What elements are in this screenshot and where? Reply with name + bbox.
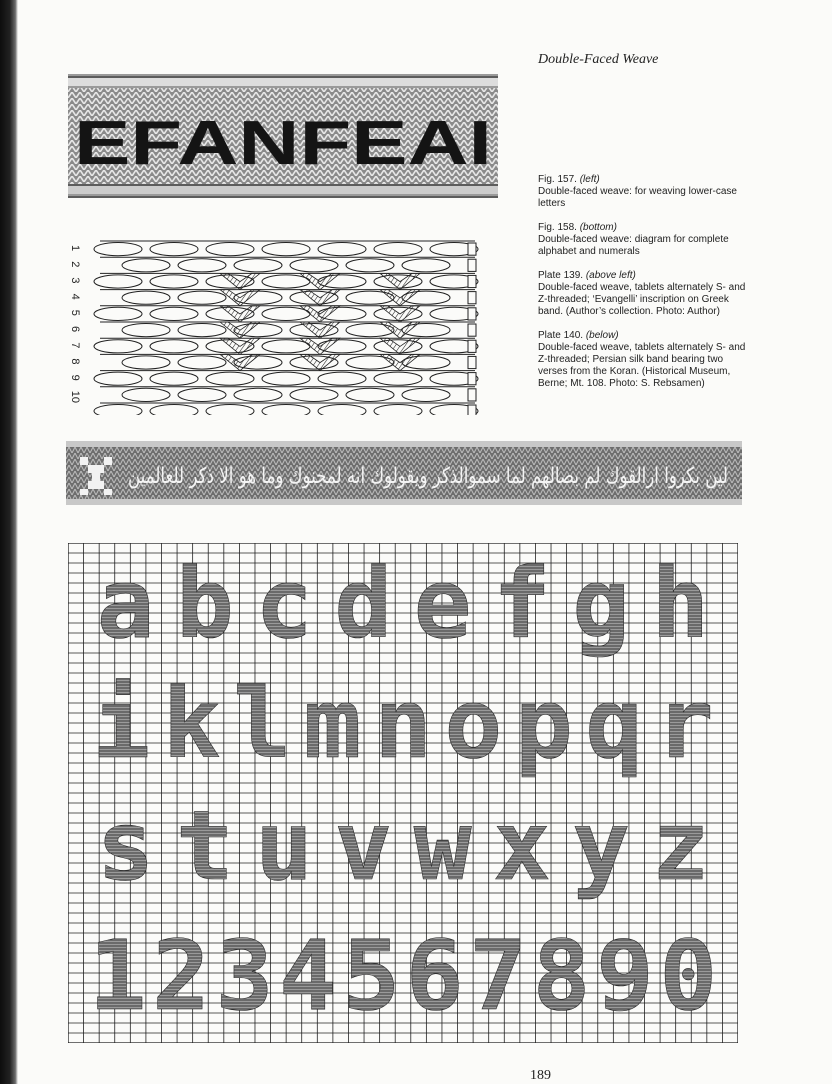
tablet-end — [468, 243, 476, 255]
tablet-lens — [150, 405, 198, 416]
alphabet-glyph: s — [96, 790, 155, 902]
tablet-lens — [346, 388, 394, 401]
tablet-lens — [262, 372, 310, 385]
tablet-lens — [178, 259, 226, 272]
row-number: 8 — [70, 358, 82, 365]
alphabet-glyph: 1 — [88, 920, 147, 1032]
tablet-lens — [262, 405, 310, 416]
tablet-end — [468, 340, 476, 352]
alphabet-glyph: p — [514, 668, 573, 780]
alphabet-glyph: r — [655, 668, 714, 780]
chevron-float — [300, 306, 340, 322]
tablet-lens — [262, 307, 310, 320]
row-number: 9 — [70, 374, 81, 381]
tablet-lens — [150, 275, 198, 288]
glyph-line — [92, 668, 713, 780]
running-head: Double-Faced Weave — [538, 52, 659, 67]
book-spine-shadow — [0, 0, 18, 1084]
caption-text: Double-faced weave: for weaving lower-case letters — [538, 186, 737, 209]
caption-position: (below) — [585, 330, 619, 341]
plate-139-inscription: EFANFEAI — [74, 109, 492, 178]
row-number: 1 — [70, 245, 81, 252]
caption-text: Double-faced weave: diagram for complete alphabet and numerals — [538, 234, 729, 257]
tablet-end — [468, 405, 476, 415]
alphabet-glyph: 7 — [469, 920, 527, 1032]
plate-139-band — [68, 74, 498, 198]
glyph-line — [89, 920, 717, 1032]
tablet-lens — [94, 372, 142, 385]
tablet-lens — [178, 388, 226, 401]
page-number: 189 — [530, 1068, 551, 1083]
caption-position: (left) — [579, 174, 600, 185]
tablet-lens — [94, 275, 142, 288]
plate-139-photo — [68, 74, 498, 198]
alphabet-glyph: d — [334, 548, 393, 660]
alphabet-chart — [68, 543, 738, 1043]
tablet-lens — [122, 356, 170, 369]
tablet-lens — [94, 243, 142, 256]
plate-140-band — [66, 441, 742, 505]
row-number: 6 — [70, 326, 81, 333]
tablet-lens — [374, 243, 422, 256]
alphabet-glyph: 5 — [342, 920, 401, 1032]
tablet-end — [468, 389, 476, 401]
alphabet-glyph: z — [651, 790, 710, 902]
alphabet-glyph: 8 — [532, 920, 591, 1032]
tablet-lens — [178, 356, 226, 369]
glyph-line — [97, 790, 710, 902]
chevron-float — [300, 273, 340, 289]
row-number: 10 — [70, 390, 81, 404]
tablet-lens — [234, 259, 282, 272]
tablet-end — [468, 373, 476, 385]
caption-ref: Plate 140. — [538, 330, 584, 341]
caption-block — [538, 174, 748, 402]
tablet-threading-diagram — [70, 231, 488, 415]
alphabet-glyph: 9 — [596, 920, 654, 1032]
alphabet-glyph: h — [651, 548, 710, 660]
tablet-end — [468, 308, 476, 320]
tablet-lens — [150, 307, 198, 320]
tablet-lens — [206, 372, 254, 385]
tablet-lens — [150, 243, 198, 256]
alphabet-glyph: l — [233, 668, 292, 780]
alphabet-glyph: o — [444, 668, 503, 780]
alphabet-glyph: g — [572, 548, 631, 660]
tablet-lens — [122, 388, 170, 401]
alphabet-glyph: x — [492, 790, 551, 902]
tablet-lens — [150, 340, 198, 353]
alphabet-glyph: b — [175, 548, 234, 660]
tablet-lens — [402, 388, 450, 401]
alphabet-glyph: f — [492, 548, 551, 660]
caption-ref: Fig. 157. — [538, 174, 577, 185]
row-number: 4 — [70, 293, 81, 300]
tablet-lens — [122, 259, 170, 272]
alphabet-glyph: 4 — [279, 920, 337, 1032]
tablet-end — [468, 292, 476, 304]
alphabet-glyph: a — [96, 548, 155, 660]
alphabet-glyph: y — [572, 790, 631, 902]
tablet-lens — [318, 405, 366, 416]
plate-140-photo — [66, 441, 742, 505]
fig-158-diagram — [70, 231, 488, 415]
chevron-float — [300, 290, 340, 306]
caption-ref: Plate 139. — [538, 270, 584, 281]
alphabet-glyph: 3 — [215, 920, 274, 1032]
alphabet-glyph: 0 — [659, 920, 718, 1032]
caption-text: Double-faced weave, tablets alternately S- and Z-threaded; Persian silk band bearing two verses from the Koran. (Historical Museum, Berne; Mt. 108. Photo: S. Rebsamen) — [538, 342, 746, 389]
tablet-end — [468, 356, 476, 368]
caption-position: (bottom) — [579, 222, 617, 233]
plate-140-inscription: لين بكروا ارالقوك لم بصالهم لما سموالذكر ويقولوك انه لمجنوك وما هو الا ذكر للعالمين — [128, 464, 728, 489]
tablet-lens — [374, 372, 422, 385]
tablet-lens — [206, 243, 254, 256]
caption-plate-139 — [538, 270, 748, 318]
caption-position: (above left) — [585, 270, 636, 281]
alphabet-glyph: t — [175, 790, 234, 902]
tablet-lens — [122, 291, 170, 304]
tablet-lens — [262, 275, 310, 288]
alphabet-glyph: v — [334, 790, 393, 902]
tablet-lens — [94, 307, 142, 320]
caption-ref: Fig. 158. — [538, 222, 577, 233]
tablet-end — [468, 275, 476, 287]
tablet-lens — [262, 243, 310, 256]
alphabet-glyph: 6 — [405, 920, 464, 1032]
tablet-lens — [94, 340, 142, 353]
tablet-end — [468, 259, 476, 271]
tablet-lens — [150, 372, 198, 385]
alphabet-glyph: w — [413, 790, 472, 902]
alphabet-glyph: u — [255, 790, 314, 902]
chevron-float — [300, 338, 340, 354]
tablet-lens — [318, 243, 366, 256]
row-number: 2 — [70, 261, 81, 268]
caption-plate-140 — [538, 330, 748, 390]
tablet-lens — [318, 372, 366, 385]
alphabet-glyph: n — [374, 668, 432, 780]
chevron-float — [300, 322, 340, 338]
fig-157-alphabet-grid — [68, 543, 738, 1043]
chevron-float — [300, 354, 340, 370]
row-number: 7 — [70, 342, 81, 349]
tablet-end — [468, 324, 476, 336]
row-number: 3 — [70, 277, 81, 284]
tablet-lens — [206, 405, 254, 416]
row-number: 5 — [70, 309, 81, 316]
tablet-lens — [374, 405, 422, 416]
tablet-lens — [178, 324, 226, 337]
alphabet-glyph: k — [162, 668, 221, 780]
tablet-lens — [122, 324, 170, 337]
tablet-lens — [262, 340, 310, 353]
alphabet-glyph: q — [585, 668, 644, 780]
caption-fig-158 — [538, 222, 748, 258]
caption-fig-157 — [538, 174, 748, 210]
alphabet-glyph: m — [303, 668, 362, 780]
tablet-lens — [94, 405, 142, 416]
alphabet-glyph: 2 — [152, 920, 210, 1032]
tablet-lens — [346, 259, 394, 272]
alphabet-glyph: e — [413, 548, 472, 660]
tablet-lens — [290, 259, 338, 272]
alphabet-glyph: c — [255, 548, 314, 660]
alphabet-glyph: i — [92, 668, 151, 780]
tablet-lens — [290, 388, 338, 401]
tablet-lens — [178, 291, 226, 304]
tablet-lens — [234, 388, 282, 401]
tablet-lens — [402, 259, 450, 272]
caption-text: Double-faced weave, tablets alternately S- and Z-threaded; ‘Evangelli’ inscription on Greek band. (Author’s collection. Photo: Author) — [538, 282, 746, 317]
